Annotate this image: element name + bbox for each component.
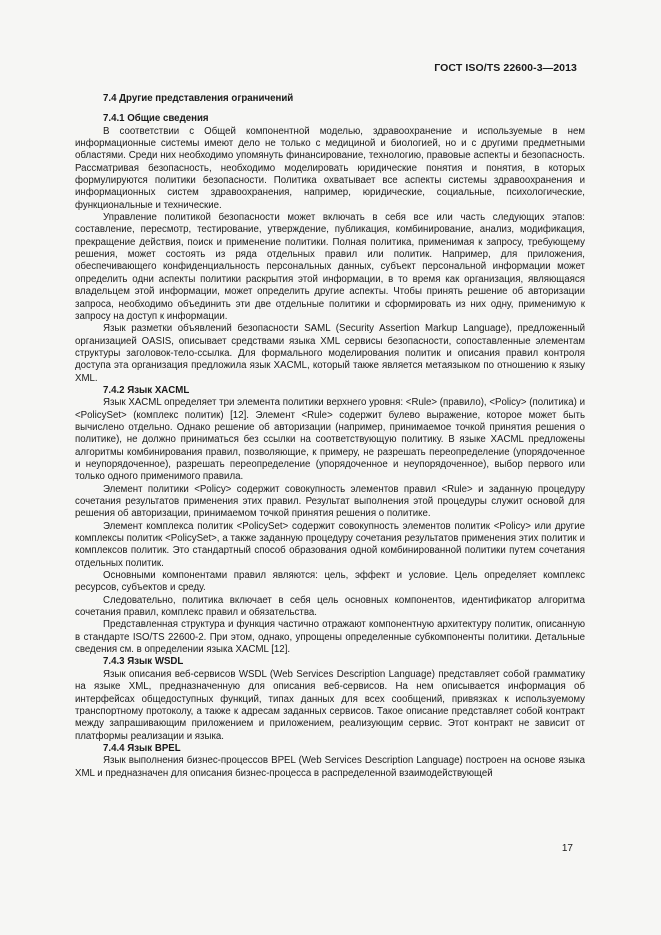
paragraph: Язык XACML определяет три элемента политики верхнего уровня: <Rule> (правило), <Policy> (политика) и <PolicySet> (комплекс политик) [12]. Элемент <Rule> содержит булево выражение, которое может быть вычислено отдельно. Однако решение об авторизации (например, принимаемое точкой принятия решения о политике), не должно приниматься без ссылки на соответствующую политику. В языке XACML предложены алгоритмы комбинирования правил, позволяющие, к примеру, не разрешать переопределение (упорядоченное и неупорядоченное), разрешать переопределение (упорядоченное и неупорядоченное), выбор первого или только одного применимого правила. bbox=[75, 397, 585, 483]
document-body bbox=[75, 93, 585, 780]
paragraph: Следовательно, политика включает в себя цель основных компонентов, идентификатор алгоритма сочетания правил, комплекс правил и обязательства. bbox=[75, 594, 585, 619]
standard-header: ГОСТ ISO/TS 22600-3—2013 bbox=[434, 62, 577, 74]
subsection-title-7-4-3: 7.4.3 Язык WSDL bbox=[103, 656, 184, 668]
paragraph: В соответствии с Общей компонентной моделью, здравоохранение и используемые в нем информационные системы имеют дело не только с медициной и биологией, но и с другими предметными областями. Среди них необходимо упомянуть финансирование, технологию, правовые аспекты и безопасность. Рассматривая безопасность, необходимо моделировать юридические понятия и понятия, в которых формулируются политики безопасности. Политика охватывает все аспекты системы здравоохранения и информационных систем здравоохранения, например, юридические, социальные, психологические, функциональные и технические. bbox=[75, 125, 585, 211]
paragraph: Представленная структура и функция частично отражают компонентную архитектуру политик, описанную в стандарте ISO/TS 22600-2. При этом, однако, упрощены определенные субкомпоненты политики. Детальные сведения см. в определении языка XACML [12]. bbox=[75, 619, 585, 656]
paragraph: Управление политикой безопасности может включать в себя все или часть следующих этапов: составление, пересмотр, тестирование, утверждение, публикация, комбинирование, анализ, модификация, прекращение действия, поиск и применение политики. Полная политика, применимая к запросу, требующему решения, может состоять из ряда отдельных правил или политик. Например, для приложения, обеспечивающего конфиденциальность персональных данных, субъект персональной информации может определить одни аспекты политики раскрытия этой информации, в то время как организация, являющаяся владельцем этой информации, может определить другие аспекты. Чтобы принять решение об авторизации запроса, необходимо объединить эти две отдельные политики и сформировать из них одну, применимую к запросу на доступ к информации. bbox=[75, 212, 585, 322]
paragraph: Элемент политики <Policy> содержит совокупность элементов правил <Rule> и заданную процедуру сочетания результатов применения этих правил. Результат выполнения этой процедуры служит основой для решения об авторизации, принимаемом точкой принятия решения о политике. bbox=[75, 483, 585, 520]
subsection-title-7-4-1: 7.4.1 Общие сведения bbox=[103, 113, 209, 125]
paragraph: Язык описания веб-сервисов WSDL (Web Services Description Language) представляет собой грамматику на языке XML, предназначенную для описания веб-сервисов. На нем описывается информация об интерфейсах общедоступных функций, типах данных для всех сообщений, привязках к используемому транспортному протоколу, а также к адресам заданных сервисов. Такое описание представляет собой контракт между запрашивающим приложением и приложением, реализующим сервис. Этот контракт не зависит от платформы реализации и языка. bbox=[75, 668, 585, 742]
section-title: 7.4 Другие представления ограничений bbox=[103, 93, 294, 104]
paragraph: Язык выполнения бизнес-процессов BPEL (Web Services Description Language) построен на основе языка XML и предназначен для описания бизнес-процесса в распределенной взаимодействующей bbox=[75, 755, 585, 779]
paragraph: Элемент комплекса политик <PolicySet> содержит совокупность элементов политик <Policy> или другие комплексы политик <PolicySet>, а также заданную процедуру сочетания результатов применения этих политик и комплексов политик. Это стандартный способ образования одной комбинированной политики путем сочетания отдельных политик. bbox=[75, 520, 585, 569]
page-number: 17 bbox=[561, 843, 573, 854]
subsection-title-7-4-2: 7.4.2 Язык XACML bbox=[103, 384, 190, 396]
subsection-title-7-4-4: 7.4.4 Язык BPEL bbox=[103, 742, 181, 754]
paragraph: Основными компонентами правил являются: цель, эффект и условие. Цель определяет комплекс ресурсов, субъектов и среду. bbox=[75, 570, 585, 594]
paragraph: Язык разметки объявлений безопасности SAML (Security Assertion Markup Language), предложенный организацией OASIS, описывает средствами языка XML сервисы безопасности, сопоставленные элементам структуры заголовок-тело-ссылка. Для формального моделирования политик и описания правил контроля доступа эта организация предложила язык XACML, который также является метаязыком по отношению к языку XML. bbox=[75, 323, 585, 384]
